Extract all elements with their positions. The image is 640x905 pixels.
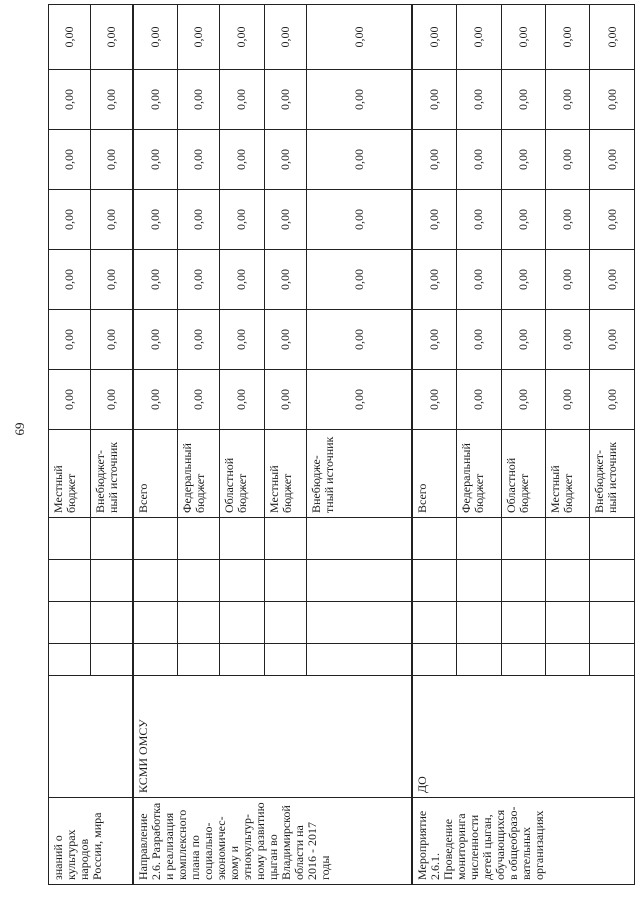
amount-cell: 0,00 xyxy=(590,130,635,190)
empty-cell xyxy=(91,560,133,602)
amount-cell: 0,00 xyxy=(220,130,264,190)
amount-cell: 0,00 xyxy=(545,5,589,70)
empty-cell xyxy=(412,644,456,676)
amount-cell: 0,00 xyxy=(457,310,501,370)
amount-cell: 0,00 xyxy=(264,310,306,370)
empty-cell xyxy=(306,560,412,602)
empty-cell xyxy=(590,560,635,602)
funding-source-cell: Внебюджет-ный источник xyxy=(91,430,133,518)
empty-cell xyxy=(49,560,91,602)
amount-cell: 0,00 xyxy=(264,130,306,190)
empty-cell xyxy=(220,518,264,560)
amount-cell: 0,00 xyxy=(590,370,635,430)
amount-cell: 0,00 xyxy=(545,130,589,190)
empty-cell xyxy=(545,518,589,560)
amount-cell: 0,00 xyxy=(501,370,545,430)
responsible-cell: КСМИ ОМСУ xyxy=(133,676,412,798)
empty-cell xyxy=(412,560,456,602)
amount-cell: 0,00 xyxy=(501,250,545,310)
amount-cell: 0,00 xyxy=(264,190,306,250)
amount-cell: 0,00 xyxy=(457,370,501,430)
empty-cell xyxy=(545,602,589,644)
empty-cell xyxy=(177,602,219,644)
amount-cell: 0,00 xyxy=(412,130,456,190)
empty-cell xyxy=(545,644,589,676)
funding-source-cell: Внебюдже-тный источник xyxy=(306,430,412,518)
empty-cell xyxy=(133,560,177,602)
amount-cell: 0,00 xyxy=(91,370,133,430)
budget-table xyxy=(48,4,635,885)
funding-source-cell: Всего xyxy=(133,430,177,518)
amount-cell: 0,00 xyxy=(412,5,456,70)
funding-source-cell: Федеральный бюджет xyxy=(457,430,501,518)
amount-cell: 0,00 xyxy=(501,5,545,70)
amount-cell: 0,00 xyxy=(264,250,306,310)
amount-cell: 0,00 xyxy=(501,310,545,370)
amount-cell: 0,00 xyxy=(545,370,589,430)
empty-cell xyxy=(91,644,133,676)
amount-cell: 0,00 xyxy=(91,310,133,370)
amount-cell: 0,00 xyxy=(91,5,133,70)
funding-source-cell: Областной бюджет xyxy=(220,430,264,518)
amount-cell: 0,00 xyxy=(133,310,177,370)
empty-cell xyxy=(501,518,545,560)
amount-cell: 0,00 xyxy=(306,370,412,430)
empty-cell xyxy=(590,644,635,676)
table-row xyxy=(49,5,91,885)
funding-source-cell: Всего xyxy=(412,430,456,518)
empty-cell xyxy=(91,602,133,644)
amount-cell: 0,00 xyxy=(590,190,635,250)
amount-cell: 0,00 xyxy=(264,70,306,130)
amount-cell: 0,00 xyxy=(49,370,91,430)
amount-cell: 0,00 xyxy=(412,250,456,310)
amount-cell: 0,00 xyxy=(457,250,501,310)
amount-cell: 0,00 xyxy=(457,5,501,70)
empty-cell xyxy=(412,518,456,560)
amount-cell: 0,00 xyxy=(91,130,133,190)
empty-cell xyxy=(457,644,501,676)
empty-cell xyxy=(457,602,501,644)
amount-cell: 0,00 xyxy=(133,70,177,130)
amount-cell: 0,00 xyxy=(177,5,219,70)
empty-cell xyxy=(49,518,91,560)
amount-cell: 0,00 xyxy=(545,310,589,370)
empty-cell xyxy=(220,644,264,676)
amount-cell: 0,00 xyxy=(590,310,635,370)
amount-cell: 0,00 xyxy=(133,190,177,250)
empty-cell xyxy=(457,518,501,560)
budget-table-body xyxy=(49,5,635,885)
empty-cell xyxy=(412,602,456,644)
amount-cell: 0,00 xyxy=(49,310,91,370)
empty-cell xyxy=(177,560,219,602)
amount-cell: 0,00 xyxy=(501,130,545,190)
empty-cell xyxy=(590,518,635,560)
empty-cell xyxy=(220,602,264,644)
funding-source-cell: Внебюджет-ный источник xyxy=(590,430,635,518)
funding-source-cell: Областной бюджет xyxy=(501,430,545,518)
amount-cell: 0,00 xyxy=(177,130,219,190)
empty-cell xyxy=(264,560,306,602)
empty-cell xyxy=(264,602,306,644)
amount-cell: 0,00 xyxy=(49,130,91,190)
empty-cell xyxy=(133,644,177,676)
empty-cell xyxy=(220,560,264,602)
amount-cell: 0,00 xyxy=(49,5,91,70)
amount-cell: 0,00 xyxy=(457,130,501,190)
amount-cell: 0,00 xyxy=(412,310,456,370)
empty-cell xyxy=(457,560,501,602)
responsible-cell xyxy=(49,676,134,798)
amount-cell: 0,00 xyxy=(133,250,177,310)
amount-cell: 0,00 xyxy=(457,190,501,250)
responsible-cell: ДО xyxy=(412,676,634,798)
table-row xyxy=(133,5,177,885)
amount-cell: 0,00 xyxy=(412,370,456,430)
empty-cell xyxy=(133,602,177,644)
amount-cell: 0,00 xyxy=(220,250,264,310)
amount-cell: 0,00 xyxy=(133,5,177,70)
amount-cell: 0,00 xyxy=(412,70,456,130)
amount-cell: 0,00 xyxy=(590,5,635,70)
empty-cell xyxy=(306,518,412,560)
empty-cell xyxy=(501,560,545,602)
amount-cell: 0,00 xyxy=(177,70,219,130)
amount-cell: 0,00 xyxy=(306,310,412,370)
amount-cell: 0,00 xyxy=(264,5,306,70)
rotated-table-area xyxy=(48,5,635,885)
empty-cell xyxy=(306,602,412,644)
activity-name-cell: Мероприятие 2.6.1. Проведение мониторинга численности детей цыган, обучающихся в общеобразо-вательных организациях xyxy=(412,798,634,885)
empty-cell xyxy=(545,560,589,602)
amount-cell: 0,00 xyxy=(177,250,219,310)
page-number: 69 xyxy=(12,422,27,436)
activity-name-cell: знаний о культурах народов России, мира xyxy=(49,798,134,885)
amount-cell: 0,00 xyxy=(545,70,589,130)
empty-cell xyxy=(501,602,545,644)
amount-cell: 0,00 xyxy=(306,70,412,130)
empty-cell xyxy=(264,518,306,560)
amount-cell: 0,00 xyxy=(220,5,264,70)
amount-cell: 0,00 xyxy=(177,310,219,370)
amount-cell: 0,00 xyxy=(220,70,264,130)
amount-cell: 0,00 xyxy=(49,70,91,130)
amount-cell: 0,00 xyxy=(306,250,412,310)
empty-cell xyxy=(306,644,412,676)
amount-cell: 0,00 xyxy=(264,370,306,430)
funding-source-cell: Федеральный бюджет xyxy=(177,430,219,518)
funding-source-cell: Местный бюджет xyxy=(545,430,589,518)
amount-cell: 0,00 xyxy=(412,190,456,250)
amount-cell: 0,00 xyxy=(177,190,219,250)
amount-cell: 0,00 xyxy=(501,70,545,130)
funding-source-cell: Местный бюджет xyxy=(49,430,91,518)
amount-cell: 0,00 xyxy=(91,250,133,310)
empty-cell xyxy=(133,518,177,560)
table-row xyxy=(412,5,456,885)
empty-cell xyxy=(91,518,133,560)
amount-cell: 0,00 xyxy=(49,190,91,250)
amount-cell: 0,00 xyxy=(91,70,133,130)
empty-cell xyxy=(264,644,306,676)
empty-cell xyxy=(177,644,219,676)
empty-cell xyxy=(501,644,545,676)
amount-cell: 0,00 xyxy=(91,190,133,250)
amount-cell: 0,00 xyxy=(133,130,177,190)
funding-source-cell: Местный бюджет xyxy=(264,430,306,518)
empty-cell xyxy=(49,602,91,644)
amount-cell: 0,00 xyxy=(545,190,589,250)
amount-cell: 0,00 xyxy=(49,250,91,310)
amount-cell: 0,00 xyxy=(306,5,412,70)
amount-cell: 0,00 xyxy=(590,250,635,310)
empty-cell xyxy=(177,518,219,560)
amount-cell: 0,00 xyxy=(590,70,635,130)
amount-cell: 0,00 xyxy=(220,310,264,370)
activity-name-cell: Направление 2.6. Разработка и реализация комплексного плана по социально-экономичес-кому и этнокультур-ному развитию цыган во Владимирской области на 2016 - 2017 годы xyxy=(133,798,412,885)
amount-cell: 0,00 xyxy=(545,250,589,310)
amount-cell: 0,00 xyxy=(457,70,501,130)
empty-cell xyxy=(590,602,635,644)
amount-cell: 0,00 xyxy=(177,370,219,430)
amount-cell: 0,00 xyxy=(306,130,412,190)
amount-cell: 0,00 xyxy=(501,190,545,250)
empty-cell xyxy=(49,644,91,676)
amount-cell: 0,00 xyxy=(220,370,264,430)
amount-cell: 0,00 xyxy=(133,370,177,430)
amount-cell: 0,00 xyxy=(306,190,412,250)
amount-cell: 0,00 xyxy=(220,190,264,250)
